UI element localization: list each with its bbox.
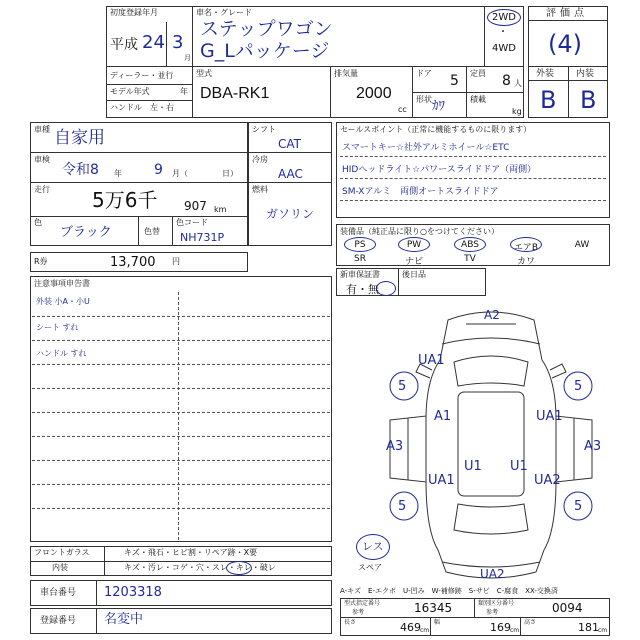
equip-pw: PW xyxy=(406,240,422,250)
divider xyxy=(32,508,330,509)
color-change-label: 色替 xyxy=(144,227,160,236)
damage-mark: 5 xyxy=(398,499,407,514)
reg-value: 名変中 xyxy=(104,612,144,627)
divider xyxy=(178,292,179,540)
damage-mark: 5 xyxy=(398,379,407,394)
handle-label: ハンドル 左・右 xyxy=(110,103,174,112)
equip-airbag-circle xyxy=(510,237,542,252)
divider xyxy=(30,152,248,153)
equip-abs: ABS xyxy=(461,240,479,250)
damage-mark: A3 xyxy=(386,439,404,454)
divider xyxy=(30,182,248,183)
score-value: (4) xyxy=(548,30,582,58)
color-code-value: NH731P xyxy=(180,231,225,244)
divider xyxy=(96,580,97,606)
dealer-label: ディーラー・並行 xyxy=(110,71,174,80)
category-label: 車種 xyxy=(34,125,50,134)
drive-dot: ・ xyxy=(498,27,508,38)
height-label: 高さ xyxy=(524,619,537,626)
shape-label: 形状 xyxy=(416,95,432,104)
category-number-label: 類別区分番号 xyxy=(478,600,515,607)
interior-cond-value: キズ・汚レ・コゲ・穴・スレ・キレ・破レ xyxy=(124,563,276,572)
width-label: 幅 xyxy=(434,619,441,626)
sales-line: SM-Xアルミ 両側オートスライドドア xyxy=(342,187,499,197)
damage-mark: A2 xyxy=(484,308,500,322)
divider xyxy=(568,66,569,118)
divider xyxy=(32,412,330,413)
damage-mark: 5 xyxy=(574,379,583,394)
ref-label-2: 参考 xyxy=(486,609,499,616)
damage-mark: UA2 xyxy=(480,567,505,581)
damage-mark: U1 xyxy=(510,459,528,474)
type-label: 型式 xyxy=(196,69,212,78)
equip-sr: SR xyxy=(354,254,366,264)
ref-label: 参考 xyxy=(352,609,365,616)
inspection-year-unit: 年 xyxy=(114,169,122,178)
sales-line: HIDヘッドライト☆パワースライドドア（両側） xyxy=(342,165,537,175)
equip-ps: PS xyxy=(354,240,366,250)
windshield-label: フロントガラス xyxy=(34,548,90,557)
divider xyxy=(32,364,330,365)
spare-mark: レス xyxy=(362,540,384,553)
capacity-value: 8 xyxy=(502,73,511,89)
note-line: 外装 小A・小U xyxy=(36,297,90,306)
color-value: ブラック xyxy=(60,225,112,240)
divider xyxy=(32,484,330,485)
equip-navi: ナビ xyxy=(404,257,423,267)
divider xyxy=(106,66,524,67)
width-value: 169 xyxy=(490,621,511,634)
divider xyxy=(32,316,330,317)
damage-mark: U1 xyxy=(464,459,482,474)
damage-mark: UA1 xyxy=(536,409,563,424)
inspection-month-unit: 月（ xyxy=(172,169,188,178)
length-unit: cm xyxy=(420,627,430,634)
capacity-label: 定員 xyxy=(470,69,486,78)
divider xyxy=(340,200,606,201)
model-designation-label: 型式指定番号 xyxy=(344,600,381,607)
windshield-value: キズ・飛石・ヒビ割・リペア跡・X要 xyxy=(124,548,258,557)
recycle-value: 13,700 xyxy=(110,255,156,270)
equip-aw: AW xyxy=(574,240,590,250)
note-line: ハンドル すれ xyxy=(36,349,87,358)
divider xyxy=(30,561,332,562)
first-reg-label: 初度登録年月 xyxy=(110,8,158,17)
width-unit: cm xyxy=(510,627,520,634)
divider xyxy=(30,216,248,217)
interior-label: 内装 xyxy=(576,69,595,79)
displacement-value: 2000 xyxy=(356,85,392,102)
divider xyxy=(430,617,431,636)
shift-value: CAT xyxy=(278,137,301,151)
note-line: シート すれ xyxy=(36,323,79,332)
model-designation-value: 16345 xyxy=(414,601,453,615)
interior-value: B xyxy=(580,86,597,114)
damage-mark: UA1 xyxy=(418,353,445,368)
displacement-label: 排気量 xyxy=(334,69,358,78)
equipment-title: 装備品（純正品に限り○をつけてください） xyxy=(340,227,499,236)
height-unit: cm xyxy=(598,627,608,634)
divider xyxy=(474,598,475,617)
displacement-unit: cc xyxy=(398,105,407,114)
car-name: ステップワゴン xyxy=(200,18,333,40)
divider xyxy=(528,20,608,21)
divider xyxy=(330,66,331,118)
notes-title: 注意事項申告書 xyxy=(34,279,90,288)
chassis-value: 1203318 xyxy=(104,585,162,600)
divider xyxy=(138,216,139,246)
warranty-new-label: 新車保証書 xyxy=(340,270,380,279)
type-value: DBA-RK1 xyxy=(200,85,270,102)
equip-leather: カワ xyxy=(516,257,535,267)
mileage-small: 907 xyxy=(184,199,207,213)
shape-value: ｶﾜ xyxy=(432,99,445,114)
damage-mark: 5 xyxy=(574,499,583,514)
divider xyxy=(192,6,193,118)
shift-label: シフト xyxy=(252,125,276,134)
score-label: 評価点 xyxy=(546,8,588,19)
divider xyxy=(340,156,606,157)
door-value: 5 xyxy=(450,73,459,89)
inspection-label: 車検 xyxy=(34,155,50,164)
ac-label: 冷房 xyxy=(252,155,268,164)
sales-line: スマートキー☆社外アルミホイール☆ETC xyxy=(342,143,510,153)
equip-abs-circle xyxy=(454,237,486,252)
ac-value: AAC xyxy=(278,167,303,181)
reg-month: 3 xyxy=(172,32,184,53)
drive-2wd: 2WD xyxy=(492,12,516,23)
car-name-label: 車名・グレード xyxy=(196,8,252,17)
divider xyxy=(166,22,167,66)
divider xyxy=(106,100,192,101)
divider xyxy=(32,388,330,389)
divider xyxy=(96,608,97,634)
grade: G_Lパッケージ xyxy=(200,40,330,62)
inspection-month: 9 xyxy=(154,162,163,178)
damage-mark: A3 xyxy=(584,439,602,454)
reg-year: 24 xyxy=(142,32,165,53)
inspection-day-unit: 日） xyxy=(222,169,238,178)
category-number-value: 0094 xyxy=(552,601,583,615)
divider xyxy=(172,216,173,246)
equip-tv: TV xyxy=(464,254,476,264)
model-year-unit: 年 xyxy=(180,87,188,96)
divider xyxy=(520,617,521,636)
damage-mark: UA1 xyxy=(428,473,455,488)
divider xyxy=(484,6,485,66)
divider xyxy=(32,436,330,437)
divider xyxy=(340,617,610,618)
divider xyxy=(248,152,332,153)
divider xyxy=(106,84,192,85)
inspection-era: 令和8 xyxy=(62,162,99,178)
door-label: ドア xyxy=(416,69,432,78)
capacity-unit: 人 xyxy=(514,79,522,88)
interior-sure-circle xyxy=(226,561,252,575)
divider xyxy=(398,268,399,296)
damage-mark: UA2 xyxy=(534,473,561,488)
interior-cond-label: 内装 xyxy=(52,563,68,572)
damage-legend: A-キズ E-エクボ U-凹み W-補修跡 S-サビ C-腐食 XX-交換済 xyxy=(340,587,558,595)
fuel-label: 燃料 xyxy=(252,185,268,194)
exterior-label: 外装 xyxy=(536,69,555,79)
mileage-label: 走行 xyxy=(34,185,50,194)
chassis-label: 車台番号 xyxy=(40,588,77,598)
load-label: 積載 xyxy=(470,95,486,104)
color-code-label: 色コード xyxy=(176,218,208,227)
exterior-value: B xyxy=(540,86,557,114)
month-unit: 月 xyxy=(184,54,191,62)
color-label: 色 xyxy=(34,218,42,227)
height-value: 181 xyxy=(578,621,599,634)
warranty-none-circle xyxy=(376,281,396,296)
mileage-value: 5万6千 xyxy=(92,188,158,212)
divider xyxy=(412,92,524,93)
divider xyxy=(248,182,332,183)
fuel-value: ガソリン xyxy=(266,207,315,221)
reg-label: 登録番号 xyxy=(40,616,77,626)
equip-airbag: エアB xyxy=(513,243,539,253)
mileage-unit: km xyxy=(214,205,227,214)
divider xyxy=(104,546,105,576)
equip-pw-circle xyxy=(398,237,430,252)
warranty-value: 有・無 xyxy=(346,283,379,296)
category-value: 自家用 xyxy=(54,128,105,148)
divider xyxy=(32,460,330,461)
equip-ps-circle xyxy=(344,237,376,252)
length-label: 長さ xyxy=(344,619,357,626)
sales-title: セールスポイント（正常に機能するものに限ります） xyxy=(340,125,532,134)
damage-mark: A1 xyxy=(434,409,452,424)
divider xyxy=(340,178,606,179)
recycle-label: R券 xyxy=(34,257,48,266)
era: 平成 xyxy=(110,37,138,53)
divider xyxy=(32,340,330,341)
length-value: 469 xyxy=(400,621,421,634)
model-year-label: モデル年式 xyxy=(110,87,150,96)
drive-4wd: 4WD xyxy=(492,43,516,54)
load-unit: kg xyxy=(512,107,522,116)
recycle-unit: 円 xyxy=(172,257,180,266)
car-diagram xyxy=(376,300,606,590)
warranty-later-label: 後日品 xyxy=(402,270,426,279)
spare-label: スペア xyxy=(358,563,382,572)
